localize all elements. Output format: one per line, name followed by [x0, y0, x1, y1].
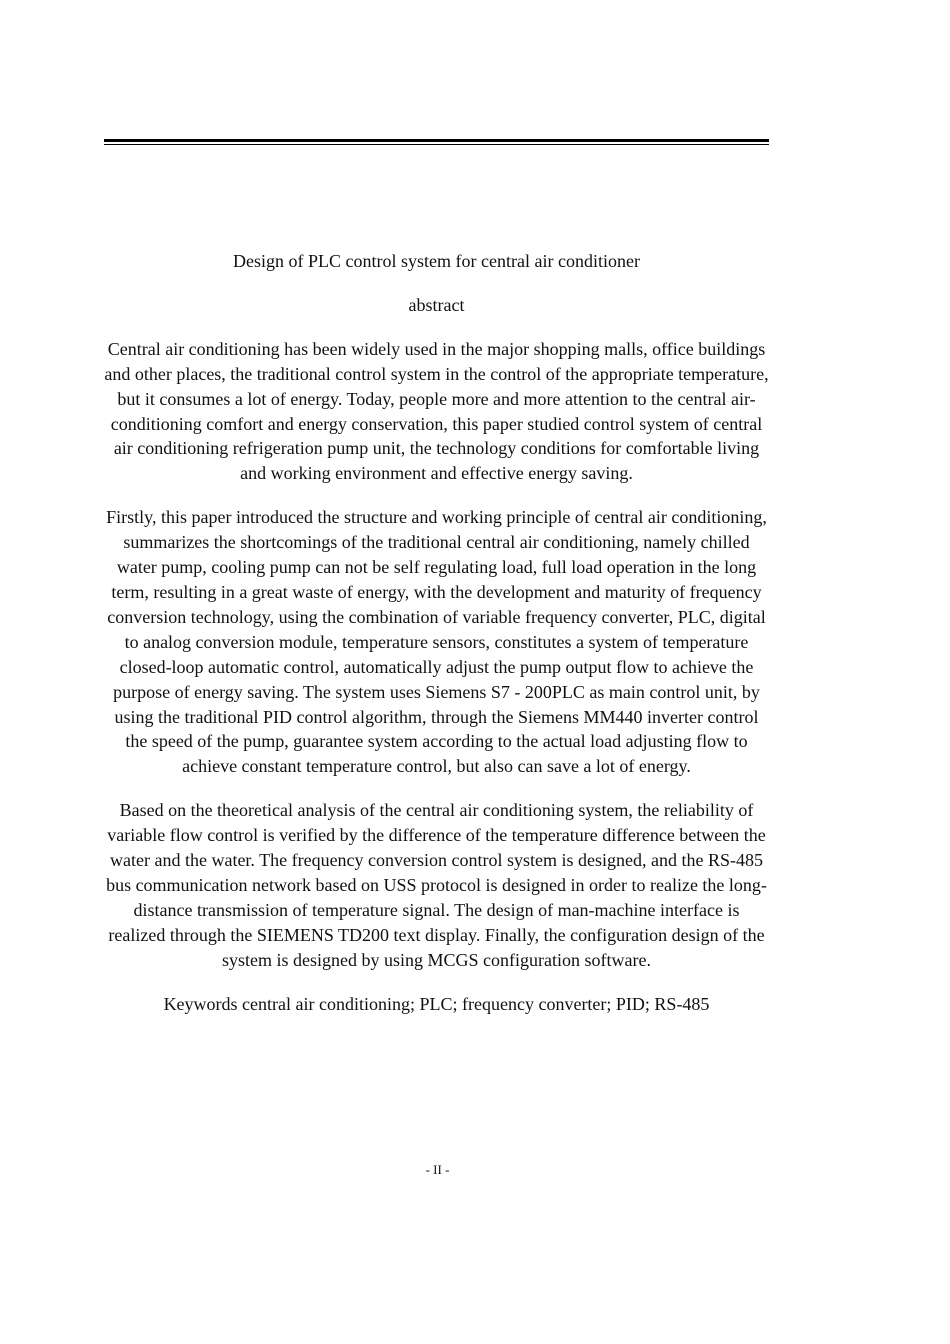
- abstract-paragraph-3: Based on the theoretical analysis of the central air conditioning system, the reliability of variable flow control is verified by the difference of the temperature difference between the water and the water. The frequency conversion control system is designed, and the RS-485 bus communication network based on USS protocol is designed in order to realize the long-distance transmission of temperature signal. The design of man-machine interface is realized through the SIEMENS TD200 text display. Finally, the configuration design of the system is designed by using MCGS configuration software.: [106, 800, 767, 970]
- abstract-paragraph-2: Firstly, this paper introduced the structure and working principle of central air conditioning, summarizes the shortcomings of the traditional central air conditioning, namely chilled water pump, cooling pump can not be self regulating load, full load operation in the long term, resulting in a great waste of energy, with the development and maturity of frequency conversion technology, using the combination of variable frequency converter, PLC, digital to analog conversion module, temperature sensors, constitutes a system of temperature closed-loop automatic control, automatically adjust the pump output flow to achieve the purpose of energy saving. The system uses Siemens S7 - 200PLC as main control unit, by using the traditional PID control algorithm, through the Siemens MM440 inverter control the speed of the pump, guarantee system according to the actual load adjusting flow to achieve constant temperature control, but also can save a lot of energy.: [106, 507, 767, 777]
- abstract-paragraph-1: Central air conditioning has been widely used in the major shopping malls, office buildings and other places, the traditional control system in the control of the appropriate temperature, but it consumes a lot of energy. Today, people more and more attention to the central air-conditioning comfort and energy conservation, this paper studied control system of central air conditioning refrigeration pump unit, the technology conditions for comfortable living and working environment and effective energy saving.: [104, 338, 769, 484]
- document-title: Design of PLC control system for central air conditioner: [233, 251, 640, 271]
- page-number: - II -: [425, 1162, 450, 1177]
- keywords-line: Keywords central air conditioning; PLC; frequency converter; PID; RS-485: [163, 993, 710, 1014]
- abstract-heading: abstract: [408, 294, 465, 315]
- abstract-content: [104, 249, 769, 1016]
- header-double-rule: [104, 139, 769, 145]
